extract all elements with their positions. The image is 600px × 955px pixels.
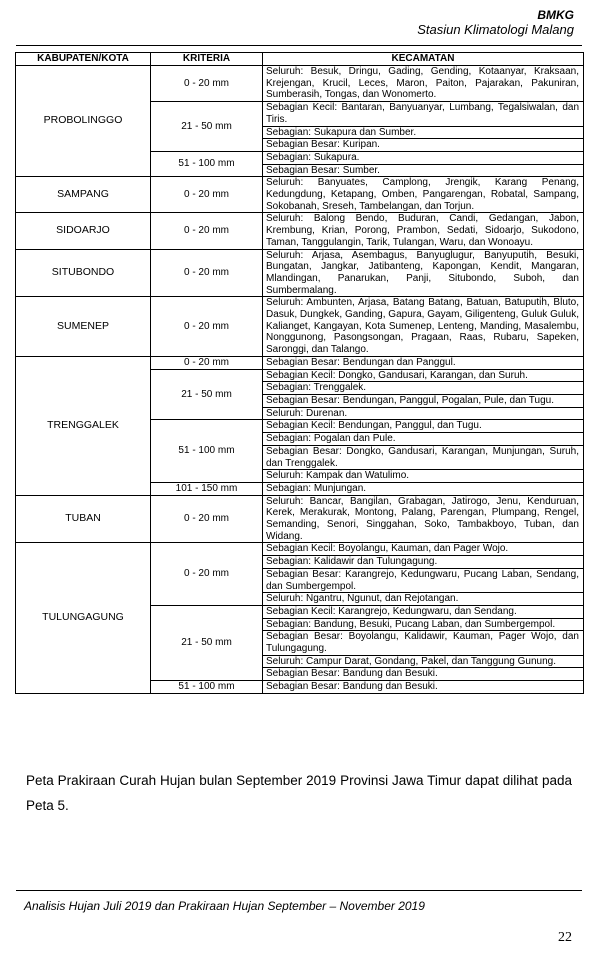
table-row — [16, 249, 584, 297]
kriteria-cell: 0 - 20 mm — [151, 249, 263, 297]
kriteria-cell: 51 - 100 mm — [151, 681, 263, 694]
kecamatan-cell: Seluruh: Banyuates, Camplong, Jrengik, Karang Penang, Kedungdung, Ketapang, Omben, Pangarengan, Robatal, Sampang, Sokobanah, Sreseh, Tambelangan, dan Torjun. — [263, 177, 584, 213]
kecamatan-cell: Sebagian Besar: Sumber. — [263, 164, 584, 177]
kecamatan-cell: Sebagian Kecil: Karangrejo, Kedungwaru, dan Sendang. — [263, 605, 584, 618]
kriteria-cell: 21 - 50 mm — [151, 102, 263, 152]
kecamatan-cell: Sebagian Kecil: Boyolangu, Kauman, dan Pager Wojo. — [263, 543, 584, 556]
kecamatan-cell: Sebagian: Kalidawir dan Tulungagung. — [263, 556, 584, 569]
header-rule — [16, 45, 582, 46]
column-header-kecamatan: KECAMATAN — [263, 53, 584, 66]
kecamatan-cell: Sebagian Besar: Bandung dan Besuki. — [263, 681, 584, 694]
table-row — [16, 213, 584, 249]
kriteria-cell: 0 - 20 mm — [151, 543, 263, 606]
kecamatan-cell: Sebagian Besar: Bandung dan Besuki. — [263, 668, 584, 681]
header-station: Stasiun Klimatologi Malang — [417, 22, 574, 37]
kabupaten-cell: SAMPANG — [16, 177, 151, 213]
column-header-kabupaten: KABUPATEN/KOTA — [16, 53, 151, 66]
kecamatan-cell: Sebagian: Munjungan. — [263, 482, 584, 495]
kriteria-cell: 51 - 100 mm — [151, 420, 263, 483]
kecamatan-cell: Seluruh: Durenan. — [263, 407, 584, 420]
kecamatan-cell: Sebagian Besar: Dongko, Gandusari, Karangan, Munjungan, Suruh, dan Trenggalek. — [263, 445, 584, 469]
kriteria-cell: 0 - 20 mm — [151, 297, 263, 357]
kecamatan-cell: Seluruh: Ambunten, Arjasa, Batang Batang, Batuan, Batuputih, Bluto, Dasuk, Dungkek, Ganding, Gapura, Gayam, Giligenteng, Guluk Guluk, Kalianget, Kangayan, Kota Sumenep, Lenteng, Manding, Masalembu, Nonggunong, Pasongsongan, Pragaan, Raas, Rubaru, Sapeken, Saronggi, dan Talango. — [263, 297, 584, 357]
footer-rule — [16, 890, 582, 891]
kriteria-cell: 0 - 20 mm — [151, 495, 263, 543]
kriteria-cell: 0 - 20 mm — [151, 356, 263, 369]
kecamatan-cell: Sebagian: Sukapura dan Sumber. — [263, 126, 584, 139]
table-row — [16, 66, 584, 102]
kabupaten-cell: TUBAN — [16, 495, 151, 543]
kecamatan-cell: Sebagian Kecil: Bantaran, Banyuanyar, Lumbang, Tegalsiwalan, dan Tiris. — [263, 102, 584, 126]
kecamatan-cell: Sebagian Besar: Bendungan dan Panggul. — [263, 356, 584, 369]
kecamatan-cell: Seluruh: Balong Bendo, Buduran, Candi, Gedangan, Jabon, Krembung, Krian, Porong, Prambon, Sedati, Sidoarjo, Sukodono, Taman, Tanggulangin, Tarik, Tulangan, Waru, dan Wonoayu. — [263, 213, 584, 249]
kecamatan-cell: Sebagian Besar: Kuripan. — [263, 139, 584, 152]
kecamatan-cell: Sebagian: Sukapura. — [263, 151, 584, 164]
kecamatan-cell: Seluruh: Kampak dan Watulimo. — [263, 470, 584, 483]
kabupaten-cell: SUMENEP — [16, 297, 151, 357]
header-org: BMKG — [537, 8, 574, 22]
kecamatan-cell: Seluruh: Besuk, Dringu, Gading, Gending, Kotaanyar, Kraksaan, Krejengan, Krucil, Leces, Maron, Paiton, Pajarakan, Pakuniran, Sumberasih, Tongas, dan Wonomerto. — [263, 66, 584, 102]
kriteria-cell: 0 - 20 mm — [151, 213, 263, 249]
kecamatan-cell: Sebagian Kecil: Dongko, Gandusari, Karangan, dan Suruh. — [263, 369, 584, 382]
page-header — [417, 8, 574, 38]
kecamatan-cell: Sebagian Besar: Bendungan, Panggul, Pogalan, Pule, dan Tugu. — [263, 394, 584, 407]
kriteria-cell: 0 - 20 mm — [151, 177, 263, 213]
kriteria-cell: 21 - 50 mm — [151, 605, 263, 680]
kecamatan-cell: Seluruh: Bancar, Bangilan, Grabagan, Jatirogo, Jenu, Kenduruan, Kerek, Merakurak, Montong, Palang, Parengan, Plumpang, Rengel, Semanding, Senori, Singgahan, Soko, Tambakboyo, Tuban, dan Widang. — [263, 495, 584, 543]
kriteria-cell: 0 - 20 mm — [151, 66, 263, 102]
kriteria-cell: 101 - 150 mm — [151, 482, 263, 495]
kriteria-cell: 21 - 50 mm — [151, 369, 263, 420]
kecamatan-cell: Sebagian Besar: Karangrejo, Kedungwaru, Pucang Laban, Sendang, dan Sumbergempol. — [263, 568, 584, 592]
table-row — [16, 543, 584, 556]
kabupaten-cell: TULUNGAGUNG — [16, 543, 151, 693]
column-header-kriteria: KRITERIA — [151, 53, 263, 66]
kecamatan-cell: Sebagian Besar: Boyolangu, Kalidawir, Kauman, Pager Wojo, dan Tulungagung. — [263, 631, 584, 655]
kecamatan-cell: Seluruh: Arjasa, Asembagus, Banyuglugur, Banyuputih, Besuki, Bungatan, Jangkar, Jatibanteng, Kapongan, Kendit, Mangaran, Mlandingan, Panarukan, Panji, Situbondo, Suboh, dan Sumbermalang. — [263, 249, 584, 297]
kabupaten-cell: PROBOLINGGO — [16, 66, 151, 177]
body-paragraph: Peta Prakiraan Curah Hujan bulan September 2019 Provinsi Jawa Timur dapat dilihat pada Peta 5. — [26, 773, 572, 813]
table-header-row — [16, 53, 584, 66]
kecamatan-cell: Sebagian: Trenggalek. — [263, 382, 584, 395]
kecamatan-cell: Sebagian: Pogalan dan Pule. — [263, 433, 584, 446]
kecamatan-cell: Sebagian: Bandung, Besuki, Pucang Laban, dan Sumbergempol. — [263, 618, 584, 631]
table-row — [16, 177, 584, 213]
kabupaten-cell: TRENGGALEK — [16, 356, 151, 495]
page-number: 22 — [558, 930, 572, 945]
rainfall-forecast-table — [15, 52, 584, 694]
page-footer: Analisis Hujan Juli 2019 dan Prakiraan Hujan September – November 2019 — [24, 899, 425, 913]
table-row — [16, 297, 584, 357]
table-row — [16, 356, 584, 369]
kabupaten-cell: SITUBONDO — [16, 249, 151, 297]
kriteria-cell: 51 - 100 mm — [151, 151, 263, 176]
kecamatan-cell: Seluruh: Campur Darat, Gondang, Pakel, dan Tanggung Gunung. — [263, 655, 584, 668]
kabupaten-cell: SIDOARJO — [16, 213, 151, 249]
kecamatan-cell: Seluruh: Ngantru, Ngunut, dan Rejotangan. — [263, 593, 584, 606]
table-row — [16, 495, 584, 543]
kecamatan-cell: Sebagian Kecil: Bendungan, Panggul, dan Tugu. — [263, 420, 584, 433]
